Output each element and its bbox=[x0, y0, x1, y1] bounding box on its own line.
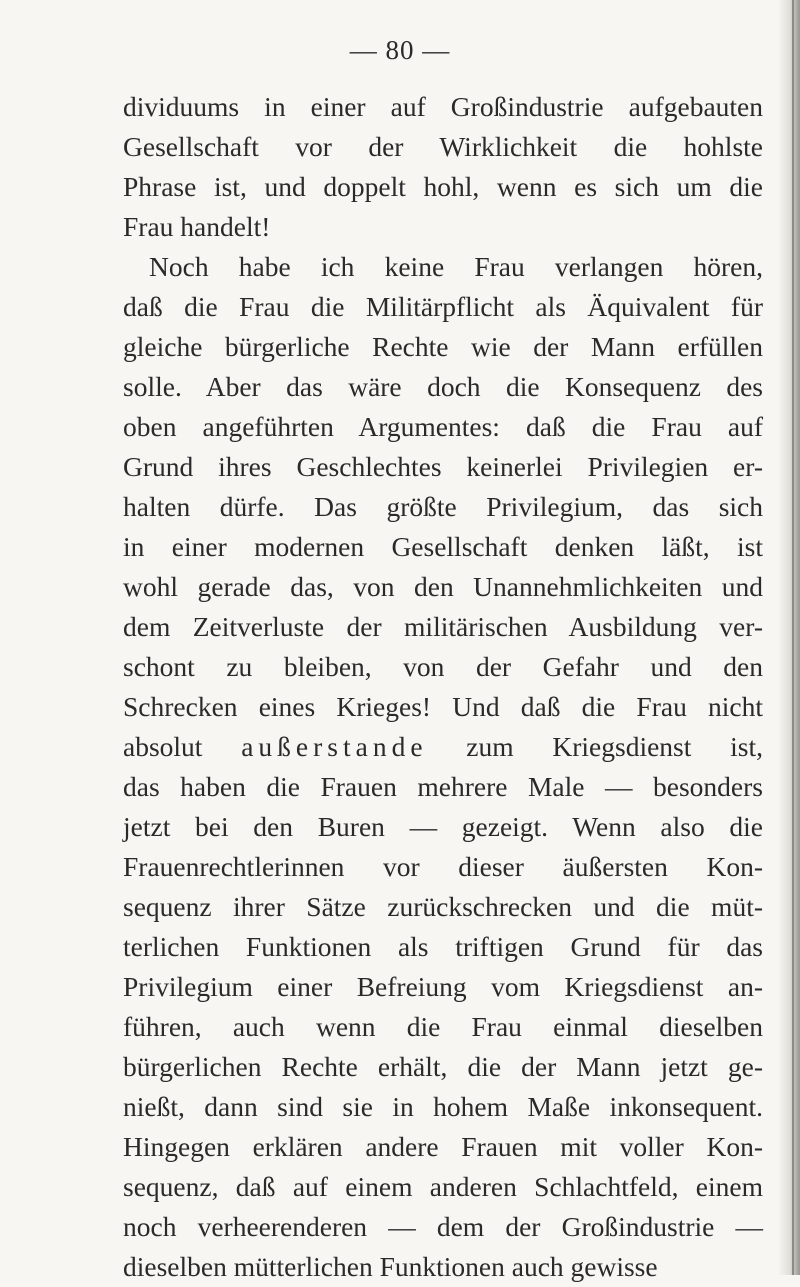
text-line: dividuums in einer auf Großindustrie aufgebauten bbox=[123, 91, 763, 122]
text-line: führen, auch wenn die Frau einmal dieselben bbox=[123, 1011, 763, 1042]
text-line: Privilegium einer Befreiung vom Kriegsdienst an- bbox=[123, 971, 763, 1002]
text-line: das haben die Frauen mehrere Male — besonders bbox=[123, 771, 763, 802]
text-line: jetzt bei den Buren — gezeigt. Wenn also die bbox=[123, 811, 763, 842]
text-line: halten dürfe. Das größte Privilegium, das sich bbox=[123, 491, 763, 522]
page-edge-shadow bbox=[778, 0, 800, 1275]
text-line: oben angeführten Argumentes: daß die Frau auf bbox=[123, 411, 763, 442]
text-line: solle. Aber das wäre doch die Konsequenz des bbox=[123, 371, 763, 402]
text-line: sequenz, daß auf einem anderen Schlachtfeld, einem bbox=[123, 1171, 763, 1202]
text-line: Frauenrechtlerinnen vor dieser äußersten Kon- bbox=[123, 851, 763, 882]
text-line: dem Zeitverluste der militärischen Ausbildung ver- bbox=[123, 611, 763, 642]
text-line: Gesellschaft vor der Wirklichkeit die hohlste bbox=[123, 131, 763, 162]
text-line: dieselben mütterlichen Funktionen auch gewisse bbox=[123, 1251, 658, 1282]
text-line: Grund ihres Geschlechtes keinerlei Privilegien er- bbox=[123, 451, 763, 482]
text-line: wohl gerade das, von den Unannehmlichkeiten und bbox=[123, 571, 763, 602]
text-line: sequenz ihrer Sätze zurückschrecken und die müt- bbox=[123, 891, 763, 922]
emphasized-word: außerstande bbox=[241, 731, 428, 762]
text-line: in einer modernen Gesellschaft denken läßt, ist bbox=[123, 531, 763, 562]
body-text bbox=[123, 87, 763, 1287]
text-line: Noch habe ich keine Frau verlangen hören, bbox=[149, 251, 763, 282]
text-line: noch verheerenderen — dem der Großindustrie — bbox=[123, 1211, 763, 1242]
text-line: daß die Frau die Militärpflicht als Äquivalent für bbox=[123, 291, 763, 322]
page-edge-line bbox=[792, 0, 794, 1275]
text-line: Schrecken eines Krieges! Und daß die Frau nicht bbox=[123, 691, 763, 722]
text-line: Phrase ist, und doppelt hohl, wenn es sich um die bbox=[123, 171, 763, 202]
text-fragment: zum Kriegsdienst ist, bbox=[427, 731, 763, 762]
text-line: bürgerlichen Rechte erhält, die der Mann jetzt ge- bbox=[123, 1051, 763, 1082]
text-line: gleiche bürgerliche Rechte wie der Mann erfüllen bbox=[123, 331, 763, 362]
text-fragment: absolut bbox=[123, 731, 242, 762]
page-number: — 80 — bbox=[349, 35, 451, 65]
text-line bbox=[123, 727, 763, 767]
text-line: nießt, dann sind sie in hohem Maße inkonsequent. bbox=[123, 1091, 763, 1122]
text-line: schont zu bleiben, von der Gefahr und den bbox=[123, 651, 763, 682]
text-line: Hingegen erklären andere Frauen mit voller Kon- bbox=[123, 1131, 763, 1162]
text-line: Frau handelt! bbox=[123, 211, 271, 242]
text-line: terlichen Funktionen als triftigen Grund für das bbox=[123, 931, 763, 962]
